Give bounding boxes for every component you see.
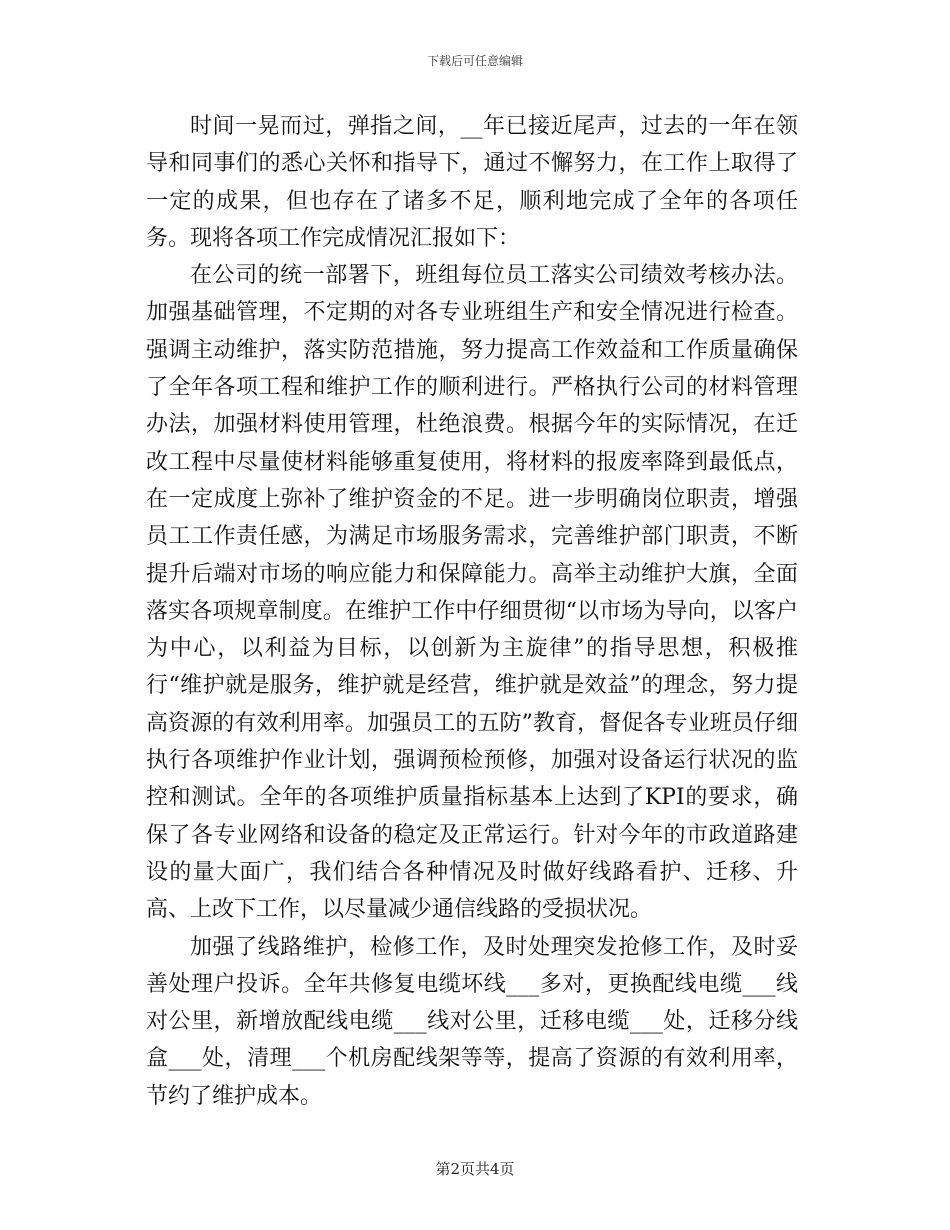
page-footer: 第2页共4页 bbox=[435, 1160, 515, 1178]
document-body bbox=[146, 108, 798, 1115]
paragraph-intro: 时间一晃而过，弹指之间，__年已接近尾声，过去的一年在领导和同事们的悉心关怀和指导下，通过不懈努力，在工作上取得了一定的成果，但也存在了诸多不足，顺利地完成了全年的各项任务。现将各项工作完成情况汇报如下： bbox=[146, 114, 798, 251]
paragraph-management: 在公司的统一部署下，班组每位员工落实公司绩效考核办法。加强基础管理，不定期的对各专业班组生产和安全情况进行检查。强调主动维护，落实防范措施，努力提高工作效益和工作质量确保了全年各项工程和维护工作的顺利进行。严格执行公司的材料管理办法，加强材料使用管理，杜绝浪费。根据今年的实际情况，在迁改工程中尽量使材料能够重复使用，将材料的报废率降到最低点，在一定成度上弥补了维护资金的不足。进一步明确岗位职责，增强员工工作责任感，为满足市场服务需求，完善维护部门职责，不断提升后端对市场的响应能力和保障能力。高举主动维护大旗，全面落实各项规章制度。在维护工作中仔细贯彻“以市场为导向，以客户为中心，以利益为目标，以创新为主旋律”的指导思想，积极推行“维护就是服务，维护就是经营，维护就是效益”的理念，努力提高资源的有效利用率。加强员工的五防”教育，督促各专业班员仔细执行各项维护作业计划，强调预检预修，加强对设备运行状况的监控和测试。全年的各项维护质量指标基本上达到了KPI的要求，确保了各专业网络和设备的稳定及正常运行。针对今年的市政道路建设的量大面广，我们结合各种情况及时做好线路看护、迁移、升高、上改下工作，以尽量减少通信线路的受损状况。 bbox=[146, 263, 798, 923]
paragraph-line-maintenance: 加强了线路维护，检修工作，及时处理突发抢修工作，及时妥善处理户投诉。全年共修复电缆坏线___多对，更换配线电缆___线对公里，新增放配线电缆___线对公里，迁移电缆___处，迁移分线盒___处，清理___个机房配线架等等，提高了资源的有效利用率，节约了维护成本。 bbox=[146, 934, 798, 1109]
page-header: 下载后可任意编辑 bbox=[426, 54, 523, 68]
